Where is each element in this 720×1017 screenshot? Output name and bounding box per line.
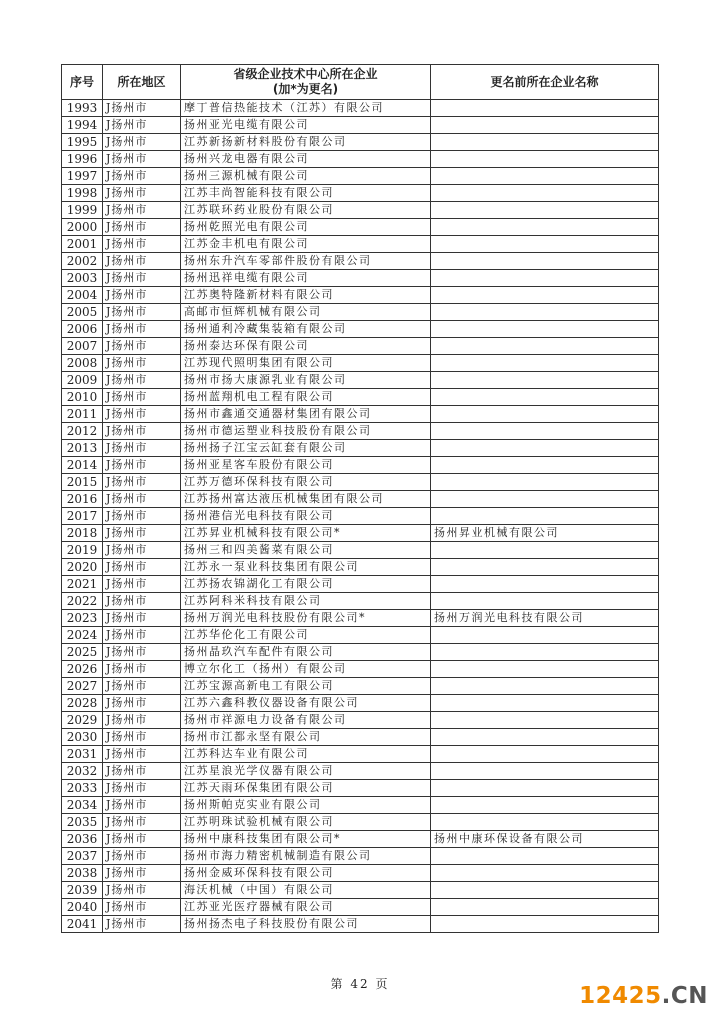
table-row: [62, 780, 659, 797]
cell-former-name: [431, 253, 659, 270]
cell-company: 扬州市祥源电力设备有限公司: [181, 712, 431, 729]
cell-region: J扬州市: [103, 389, 181, 406]
watermark-part2: .CN: [661, 983, 708, 1009]
cell-no: 2037: [62, 848, 103, 865]
cell-region: J扬州市: [103, 763, 181, 780]
cell-no: 1993: [62, 100, 103, 117]
cell-company: 摩丁普信热能技术（江苏）有限公司: [181, 100, 431, 117]
table-row: [62, 610, 659, 627]
cell-region: J扬州市: [103, 423, 181, 440]
cell-no: 2024: [62, 627, 103, 644]
cell-former-name: [431, 627, 659, 644]
cell-region: J扬州市: [103, 474, 181, 491]
cell-company: 高邮市恒辉机械有限公司: [181, 304, 431, 321]
table-row: [62, 559, 659, 576]
cell-no: 2023: [62, 610, 103, 627]
cell-former-name: [431, 134, 659, 151]
cell-region: J扬州市: [103, 899, 181, 916]
cell-no: 2015: [62, 474, 103, 491]
cell-no: 2008: [62, 355, 103, 372]
cell-company: 江苏万德环保科技有限公司: [181, 474, 431, 491]
cell-region: J扬州市: [103, 661, 181, 678]
cell-company: 扬州三源机械有限公司: [181, 168, 431, 185]
cell-former-name: [431, 508, 659, 525]
cell-region: J扬州市: [103, 168, 181, 185]
cell-former-name: [431, 151, 659, 168]
cell-no: 2026: [62, 661, 103, 678]
table-row: [62, 746, 659, 763]
cell-former-name: [431, 678, 659, 695]
cell-no: 2036: [62, 831, 103, 848]
cell-company: 江苏华伦化工有限公司: [181, 627, 431, 644]
table-row: [62, 304, 659, 321]
table-row: [62, 678, 659, 695]
cell-company: 江苏天雨环保集团有限公司: [181, 780, 431, 797]
cell-region: J扬州市: [103, 729, 181, 746]
cell-no: 2016: [62, 491, 103, 508]
cell-former-name: [431, 491, 659, 508]
cell-region: J扬州市: [103, 780, 181, 797]
table-row: [62, 372, 659, 389]
table-row: [62, 695, 659, 712]
cell-region: J扬州市: [103, 576, 181, 593]
cell-region: J扬州市: [103, 678, 181, 695]
table-row: [62, 117, 659, 134]
table-row: [62, 406, 659, 423]
header-no: 序号: [62, 65, 103, 100]
cell-former-name: [431, 882, 659, 899]
cell-company: 江苏联环药业股份有限公司: [181, 202, 431, 219]
cell-company: 博立尔化工（扬州）有限公司: [181, 661, 431, 678]
cell-no: 2014: [62, 457, 103, 474]
cell-no: 2012: [62, 423, 103, 440]
cell-company: 江苏永一泵业科技集团有限公司: [181, 559, 431, 576]
table-row: [62, 100, 659, 117]
cell-former-name: 扬州昇业机械有限公司: [431, 525, 659, 542]
cell-former-name: [431, 389, 659, 406]
cell-former-name: [431, 916, 659, 933]
cell-region: J扬州市: [103, 848, 181, 865]
cell-region: J扬州市: [103, 695, 181, 712]
cell-former-name: [431, 661, 659, 678]
cell-former-name: [431, 746, 659, 763]
cell-former-name: [431, 729, 659, 746]
table-row: [62, 508, 659, 525]
table-row: [62, 542, 659, 559]
table-row: [62, 848, 659, 865]
cell-former-name: [431, 814, 659, 831]
table-row: [62, 338, 659, 355]
table-row: [62, 899, 659, 916]
cell-no: 2010: [62, 389, 103, 406]
table-row: [62, 525, 659, 542]
cell-region: J扬州市: [103, 100, 181, 117]
cell-company: 江苏现代照明集团有限公司: [181, 355, 431, 372]
cell-no: 2030: [62, 729, 103, 746]
table-row: [62, 355, 659, 372]
cell-no: 2013: [62, 440, 103, 457]
cell-former-name: [431, 712, 659, 729]
cell-no: 2003: [62, 270, 103, 287]
cell-no: 2017: [62, 508, 103, 525]
cell-no: 1999: [62, 202, 103, 219]
cell-company: 江苏昇业机械科技有限公司*: [181, 525, 431, 542]
cell-company: 扬州市德运塑业科技股份有限公司: [181, 423, 431, 440]
cell-region: J扬州市: [103, 593, 181, 610]
cell-company: 江苏奥特隆新材料有限公司: [181, 287, 431, 304]
cell-company: 江苏科达车业有限公司: [181, 746, 431, 763]
cell-company: 江苏金丰机电有限公司: [181, 236, 431, 253]
table-row: [62, 882, 659, 899]
cell-no: 2004: [62, 287, 103, 304]
cell-company: 江苏星浪光学仪器有限公司: [181, 763, 431, 780]
cell-former-name: [431, 899, 659, 916]
cell-company: 扬州扬杰电子科技股份有限公司: [181, 916, 431, 933]
cell-former-name: [431, 593, 659, 610]
table-row: [62, 287, 659, 304]
cell-region: J扬州市: [103, 304, 181, 321]
cell-company: 扬州三和四美酱菜有限公司: [181, 542, 431, 559]
cell-no: 2019: [62, 542, 103, 559]
cell-company: 江苏宝源高新电工有限公司: [181, 678, 431, 695]
cell-company: 江苏新扬新材料股份有限公司: [181, 134, 431, 151]
header-region: 所在地区: [103, 65, 181, 100]
cell-no: 2040: [62, 899, 103, 916]
cell-region: J扬州市: [103, 151, 181, 168]
cell-former-name: [431, 423, 659, 440]
cell-region: J扬州市: [103, 202, 181, 219]
cell-region: J扬州市: [103, 236, 181, 253]
cell-no: 1995: [62, 134, 103, 151]
cell-former-name: [431, 236, 659, 253]
table-row: [62, 457, 659, 474]
cell-company: 江苏阿科米科技有限公司: [181, 593, 431, 610]
cell-former-name: [431, 406, 659, 423]
table-row: [62, 253, 659, 270]
cell-company: 扬州通利冷藏集装箱有限公司: [181, 321, 431, 338]
cell-region: J扬州市: [103, 508, 181, 525]
cell-no: 1998: [62, 185, 103, 202]
cell-no: 2011: [62, 406, 103, 423]
cell-no: 2027: [62, 678, 103, 695]
cell-former-name: [431, 865, 659, 882]
table-row: [62, 491, 659, 508]
cell-former-name: [431, 202, 659, 219]
cell-company: 扬州市海力精密机械制造有限公司: [181, 848, 431, 865]
cell-former-name: [431, 117, 659, 134]
header-company: [181, 65, 431, 100]
cell-former-name: [431, 559, 659, 576]
table-row: [62, 440, 659, 457]
cell-former-name: [431, 355, 659, 372]
cell-former-name: [431, 542, 659, 559]
cell-company: 扬州中康科技集团有限公司*: [181, 831, 431, 848]
cell-company: 扬州迅祥电缆有限公司: [181, 270, 431, 287]
cell-former-name: [431, 321, 659, 338]
cell-former-name: [431, 695, 659, 712]
site-watermark-logo: [579, 983, 708, 1009]
header-company-line2: (加*为更名): [272, 82, 339, 96]
cell-company: 江苏扬州富达液压机械集团有限公司: [181, 491, 431, 508]
table-row: [62, 814, 659, 831]
table-row: [62, 627, 659, 644]
cell-region: J扬州市: [103, 440, 181, 457]
cell-former-name: [431, 219, 659, 236]
cell-company: 扬州乾照光电有限公司: [181, 219, 431, 236]
table-row: [62, 576, 659, 593]
cell-no: 2000: [62, 219, 103, 236]
cell-former-name: [431, 797, 659, 814]
cell-no: 2031: [62, 746, 103, 763]
header-company-line1: 省级企业技术中心所在企业: [233, 67, 378, 81]
cell-region: J扬州市: [103, 185, 181, 202]
cell-region: J扬州市: [103, 916, 181, 933]
cell-region: J扬州市: [103, 542, 181, 559]
cell-region: J扬州市: [103, 372, 181, 389]
table-row: [62, 593, 659, 610]
table-row: [62, 321, 659, 338]
cell-company: 江苏扬农锦湖化工有限公司: [181, 576, 431, 593]
cell-region: J扬州市: [103, 253, 181, 270]
cell-no: 2039: [62, 882, 103, 899]
cell-former-name: [431, 457, 659, 474]
cell-region: J扬州市: [103, 219, 181, 236]
cell-company: 扬州亚光电缆有限公司: [181, 117, 431, 134]
cell-no: 2005: [62, 304, 103, 321]
table-row: [62, 423, 659, 440]
cell-company: 扬州兴龙电器有限公司: [181, 151, 431, 168]
table-row: [62, 797, 659, 814]
cell-no: 2018: [62, 525, 103, 542]
cell-region: J扬州市: [103, 627, 181, 644]
cell-no: 2009: [62, 372, 103, 389]
cell-former-name: [431, 372, 659, 389]
cell-former-name: [431, 100, 659, 117]
cell-no: 2033: [62, 780, 103, 797]
cell-region: J扬州市: [103, 644, 181, 661]
cell-region: J扬州市: [103, 746, 181, 763]
cell-no: 2032: [62, 763, 103, 780]
table-row: [62, 168, 659, 185]
cell-region: J扬州市: [103, 287, 181, 304]
table-row: [62, 270, 659, 287]
cell-former-name: [431, 848, 659, 865]
cell-region: J扬州市: [103, 882, 181, 899]
cell-region: J扬州市: [103, 321, 181, 338]
cell-company: 扬州泰达环保有限公司: [181, 338, 431, 355]
table-row: [62, 763, 659, 780]
cell-no: 2034: [62, 797, 103, 814]
table-row: [62, 831, 659, 848]
cell-company: 扬州万润光电科技股份有限公司*: [181, 610, 431, 627]
table-row: [62, 865, 659, 882]
cell-region: J扬州市: [103, 865, 181, 882]
cell-former-name: [431, 763, 659, 780]
cell-no: 2021: [62, 576, 103, 593]
table-header-row: [62, 65, 659, 100]
cell-region: J扬州市: [103, 457, 181, 474]
cell-former-name: [431, 780, 659, 797]
cell-company: 扬州东升汽车零部件股份有限公司: [181, 253, 431, 270]
cell-region: J扬州市: [103, 355, 181, 372]
cell-region: J扬州市: [103, 406, 181, 423]
cell-region: J扬州市: [103, 270, 181, 287]
cell-no: 2020: [62, 559, 103, 576]
enterprise-tech-center-table: [61, 64, 659, 933]
cell-former-name: [431, 304, 659, 321]
cell-former-name: [431, 576, 659, 593]
cell-company: 扬州晶玖汽车配件有限公司: [181, 644, 431, 661]
cell-no: 2025: [62, 644, 103, 661]
cell-former-name: [431, 287, 659, 304]
cell-region: J扬州市: [103, 610, 181, 627]
cell-no: 2038: [62, 865, 103, 882]
table-row: [62, 474, 659, 491]
cell-region: J扬州市: [103, 797, 181, 814]
cell-region: J扬州市: [103, 712, 181, 729]
cell-company: 扬州市鑫通交通器材集团有限公司: [181, 406, 431, 423]
watermark-part1: 12425: [579, 983, 662, 1009]
table-body: [62, 100, 659, 933]
table-row: [62, 202, 659, 219]
cell-former-name: [431, 168, 659, 185]
cell-company: 扬州蓝翔机电工程有限公司: [181, 389, 431, 406]
cell-region: J扬州市: [103, 338, 181, 355]
cell-region: J扬州市: [103, 559, 181, 576]
cell-no: 2029: [62, 712, 103, 729]
cell-company: 江苏亚光医疗器械有限公司: [181, 899, 431, 916]
cell-former-name: 扬州万润光电科技有限公司: [431, 610, 659, 627]
cell-company: 扬州市扬大康源乳业有限公司: [181, 372, 431, 389]
table-row: [62, 644, 659, 661]
header-former-name: 更名前所在企业名称: [431, 65, 659, 100]
table-row: [62, 185, 659, 202]
cell-region: J扬州市: [103, 491, 181, 508]
cell-no: 2007: [62, 338, 103, 355]
cell-company: 江苏明珠试验机械有限公司: [181, 814, 431, 831]
table-row: [62, 916, 659, 933]
cell-former-name: [431, 270, 659, 287]
cell-company: 扬州亚星客车股份有限公司: [181, 457, 431, 474]
cell-company: 扬州金威环保科技有限公司: [181, 865, 431, 882]
page-number: 第 42 页: [330, 977, 390, 991]
cell-region: J扬州市: [103, 814, 181, 831]
table-row: [62, 661, 659, 678]
cell-former-name: 扬州中康环保设备有限公司: [431, 831, 659, 848]
cell-region: J扬州市: [103, 831, 181, 848]
cell-no: 2041: [62, 916, 103, 933]
cell-no: 1994: [62, 117, 103, 134]
cell-company: 江苏六鑫科教仪器设备有限公司: [181, 695, 431, 712]
table-row: [62, 729, 659, 746]
cell-region: J扬州市: [103, 134, 181, 151]
cell-company: 扬州港信光电科技有限公司: [181, 508, 431, 525]
cell-former-name: [431, 644, 659, 661]
cell-former-name: [431, 185, 659, 202]
cell-no: 1997: [62, 168, 103, 185]
cell-former-name: [431, 474, 659, 491]
cell-no: 1996: [62, 151, 103, 168]
cell-former-name: [431, 440, 659, 457]
table-row: [62, 219, 659, 236]
cell-company: 扬州扬子江宝云缸套有限公司: [181, 440, 431, 457]
table-row: [62, 134, 659, 151]
cell-no: 2006: [62, 321, 103, 338]
cell-company: 扬州市江都永坚有限公司: [181, 729, 431, 746]
table-row: [62, 712, 659, 729]
cell-company: 扬州斯帕克实业有限公司: [181, 797, 431, 814]
cell-no: 2002: [62, 253, 103, 270]
table-row: [62, 151, 659, 168]
cell-region: J扬州市: [103, 117, 181, 134]
cell-company: 海沃机械（中国）有限公司: [181, 882, 431, 899]
cell-no: 2001: [62, 236, 103, 253]
cell-company: 江苏丰尚智能科技有限公司: [181, 185, 431, 202]
cell-former-name: [431, 338, 659, 355]
table-row: [62, 236, 659, 253]
table-row: [62, 389, 659, 406]
cell-no: 2028: [62, 695, 103, 712]
cell-no: 2035: [62, 814, 103, 831]
cell-no: 2022: [62, 593, 103, 610]
cell-region: J扬州市: [103, 525, 181, 542]
